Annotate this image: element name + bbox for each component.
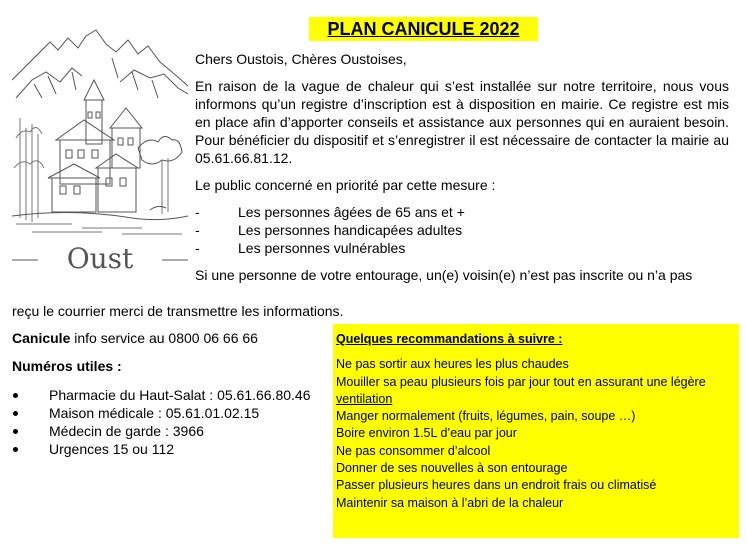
recommendations-box [333,324,739,538]
canicule-info [12,329,258,347]
recommendation-item: Mouiller sa peau plusieurs fois par jour tout en assurant une légère [336,374,706,389]
numeros-list [12,386,311,458]
numeros-title: Numéros utiles : [12,358,122,374]
neighbour-line-2: reçu le courrier merci de transmettre les informations. [12,303,344,319]
public-list-item: - Les personnes âgées de 65 ans et + [195,203,729,221]
recommendations-list [336,356,739,512]
public-list-item: - Les personnes handicapées adultes [195,221,729,239]
page-title: PLAN CANICULE 2022 [309,17,538,41]
numeros-item: Maison médicale : 05.61.01.02.15 [12,404,311,422]
public-intro: Le public concerné en priorité par cette mesure : [195,177,496,193]
recommendation-item: Manger normalement (fruits, légumes, pain, soupe …) [336,409,636,424]
numeros-item: Pharmacie du Haut-Salat : 05.61.66.80.46 [12,386,311,404]
intro-section [195,50,729,284]
recommendation-item: Donner de ses nouvelles à son entourage [336,461,568,476]
recommendation-item: Ne pas sortir aux heures les plus chaudes [336,357,569,372]
canicule-label: Canicule [12,330,71,346]
numeros-item: Urgences 15 ou 112 [12,440,311,458]
public-list [195,203,729,257]
recommendation-item: Ne pas consommer d’alcool [336,443,491,458]
recommendations-title: Quelques recommandations à suivre : [336,332,563,346]
sketch-label: Oust [66,242,134,275]
recommendation-item: ventilation [336,391,393,406]
village-sketch-drawing [12,28,188,278]
info-paragraph: En raison de la vague de chaleur qui s’est installée sur notre territoire, nous vous informons qu’un registre d’inscription est à disposition en mairie. Ce registre est mis en place afin d’apporter conseils et assistance aux personnes qui en auraient besoin. Pour bénéficier du dispositif et s’enregistrer il est nécessaire de contacter la mairie au 05.61.66.81.12. [195,78,729,166]
greeting: Chers Oustois, Chères Oustoises, [195,51,407,67]
canicule-text: info service au 0800 06 66 66 [70,330,258,346]
recommendation-item: Passer plusieurs heures dans un endroit frais ou climatisé [336,478,657,493]
neighbour-line-1: Si une personne de votre entourage, un(e) voisin(e) n’est pas inscrite ou n’a pas [195,267,693,283]
recommendation-item: Maintenir sa maison à l’abri de la chaleur [336,495,564,510]
public-list-item: - Les personnes vulnérables [195,239,729,257]
numeros-item: Médecin de garde : 3966 [12,422,311,440]
recommendation-item: Boire environ 1.5L d’eau par jour [336,426,517,441]
village-sketch-image [12,28,188,278]
